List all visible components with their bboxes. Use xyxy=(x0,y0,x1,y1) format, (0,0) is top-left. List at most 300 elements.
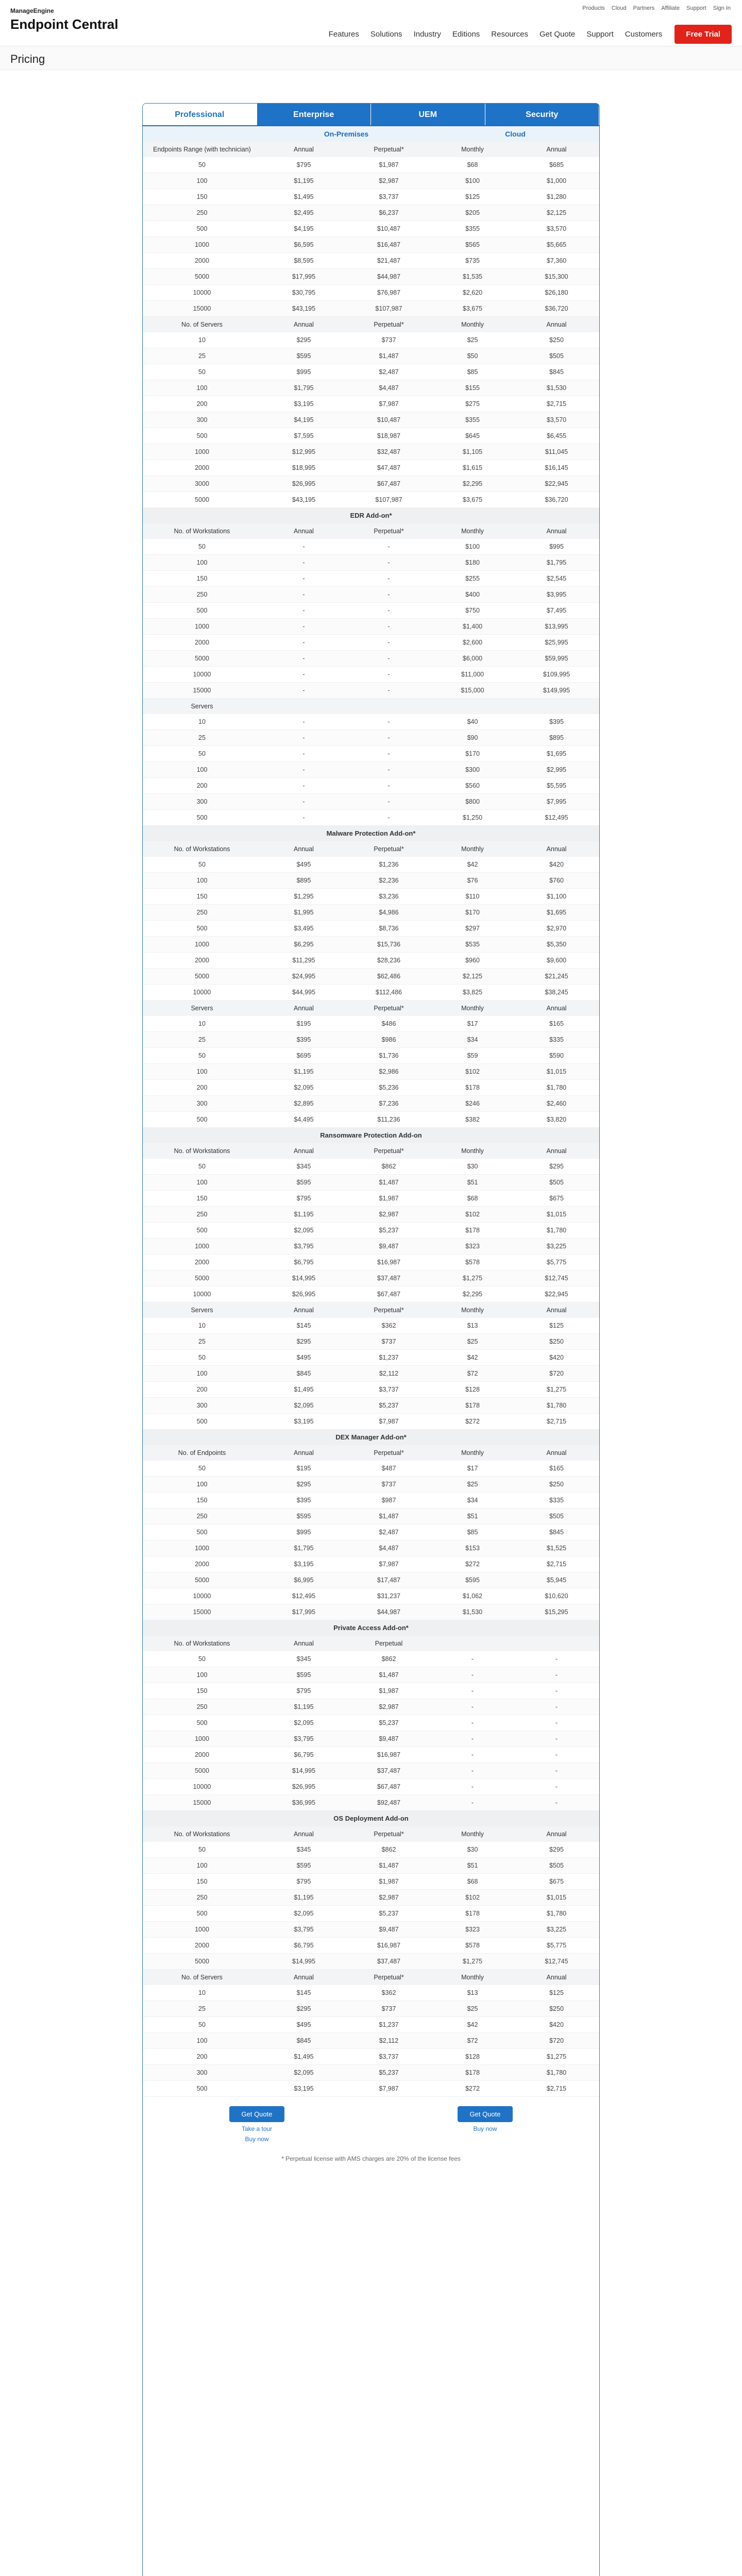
price-cell: 5000 xyxy=(195,973,209,980)
nav-editions[interactable]: Editions xyxy=(452,30,480,39)
price-cell: - xyxy=(302,814,305,821)
price-cell: - xyxy=(555,1751,558,1758)
price-cell: $30 xyxy=(467,1163,478,1170)
price-cell: $255 xyxy=(465,575,480,582)
product-logo[interactable]: Endpoint Central xyxy=(10,16,119,32)
get-quote-cloud-button[interactable]: Get Quote xyxy=(458,2106,513,2122)
column-header-cell xyxy=(261,699,346,714)
nav-features[interactable]: Features xyxy=(328,30,359,39)
price-cell: - xyxy=(471,1799,474,1806)
price-row xyxy=(143,683,599,699)
price-cell: $275 xyxy=(465,400,480,408)
price-cell: 1000 xyxy=(195,623,209,630)
price-cell: $102 xyxy=(465,1068,480,1075)
price-cell: $1,530 xyxy=(462,1608,483,1616)
section-column-header xyxy=(143,1636,599,1651)
brand-logo-top[interactable]: ManageEngine xyxy=(10,7,54,14)
price-cell: $250 xyxy=(549,336,564,344)
price-row xyxy=(143,603,599,619)
price-row xyxy=(143,396,599,412)
price-cell: $1,487 xyxy=(379,352,399,360)
price-row xyxy=(143,889,599,905)
column-header-cell: No. of Workstations xyxy=(174,1147,230,1155)
price-cell: $9,487 xyxy=(379,1735,399,1742)
price-cell: $3,195 xyxy=(294,1561,314,1568)
price-cell: $31,237 xyxy=(377,1592,401,1600)
column-header-cell xyxy=(431,1636,514,1651)
price-cell: 5000 xyxy=(195,1577,209,1584)
price-cell: 10 xyxy=(198,1322,206,1329)
column-header-cell xyxy=(514,1636,599,1651)
price-cell: 100 xyxy=(196,877,208,884)
price-cell: - xyxy=(387,687,390,694)
price-cell: $2,986 xyxy=(379,1068,399,1075)
price-cell: 150 xyxy=(196,1878,208,1885)
price-cell: $28,236 xyxy=(377,957,401,964)
price-cell: - xyxy=(387,591,390,598)
price-cell: 25 xyxy=(198,352,206,360)
price-cell: - xyxy=(302,623,305,630)
price-cell: $51 xyxy=(467,1862,478,1869)
price-cell: $420 xyxy=(549,1354,564,1361)
price-cell: $1,780 xyxy=(546,1084,567,1091)
toplink-cloud[interactable]: Cloud xyxy=(611,5,627,11)
perpetual-footnote: * Perpetual license with AMS charges are 20% of the license fees xyxy=(281,2155,461,2162)
column-header-cell: No. of Workstations xyxy=(174,528,230,535)
price-cell: $3,195 xyxy=(294,1418,314,1425)
price-cell: $1,195 xyxy=(294,177,314,184)
section-rows xyxy=(143,857,599,1001)
price-row xyxy=(143,937,599,953)
price-row xyxy=(143,237,599,253)
price-cell: $735 xyxy=(465,257,480,264)
price-cell: $862 xyxy=(381,1846,396,1853)
price-cell: $487 xyxy=(381,1465,396,1472)
tab-uem[interactable]: UEM xyxy=(371,104,485,125)
price-row xyxy=(143,1858,599,1874)
price-row xyxy=(143,1080,599,1096)
price-row xyxy=(143,1874,599,1890)
price-row xyxy=(143,1906,599,1922)
price-cell: $505 xyxy=(549,1179,564,1186)
cloud-cta xyxy=(408,2106,563,2143)
price-cell: 5000 xyxy=(195,273,209,280)
section-column-header xyxy=(143,1143,599,1159)
price-cell: 500 xyxy=(196,1116,208,1123)
price-cell: $26,995 xyxy=(292,480,316,487)
nav-resources[interactable]: Resources xyxy=(491,30,528,39)
price-cell: $685 xyxy=(549,161,564,168)
price-row xyxy=(143,253,599,269)
price-cell: $578 xyxy=(465,1942,480,1949)
price-cell: $24,995 xyxy=(292,973,316,980)
price-cell: 1000 xyxy=(195,941,209,948)
price-cell: $420 xyxy=(549,2021,564,2028)
price-cell: $100 xyxy=(465,543,480,550)
price-cell: $2,715 xyxy=(546,400,567,408)
price-cell: $7,236 xyxy=(379,1100,399,1107)
price-cell: - xyxy=(302,798,305,805)
price-cell: $2,236 xyxy=(379,877,399,884)
price-row xyxy=(143,1604,599,1620)
tab-professional[interactable]: Professional xyxy=(143,104,257,125)
price-cell: $110 xyxy=(465,893,480,900)
price-row xyxy=(143,157,599,173)
price-cell: $1,400 xyxy=(462,623,483,630)
price-cell: $3,225 xyxy=(546,1243,567,1250)
price-row xyxy=(143,1414,599,1430)
column-header-cell: Annual xyxy=(294,845,314,853)
price-cell: $2,112 xyxy=(379,1370,399,1377)
price-cell: $3,795 xyxy=(294,1735,314,1742)
price-cell: $5,237 xyxy=(379,1402,399,1409)
column-header-cell: Perpetual* xyxy=(374,1449,404,1456)
price-row xyxy=(143,269,599,285)
price-cell: $68 xyxy=(467,1878,478,1885)
price-row xyxy=(143,412,599,428)
price-cell: $395 xyxy=(296,1036,311,1043)
column-header-cell: Annual xyxy=(294,1307,314,1314)
price-cell: - xyxy=(555,1687,558,1694)
column-header-cell: Monthly xyxy=(461,845,484,853)
price-cell: $362 xyxy=(381,1322,396,1329)
price-cell: $2,112 xyxy=(379,2037,399,2044)
price-cell: $178 xyxy=(465,1402,480,1409)
price-cell: $100 xyxy=(465,177,480,184)
price-row xyxy=(143,1699,599,1715)
price-cell: $26,995 xyxy=(292,1291,316,1298)
section-column-header xyxy=(143,1970,599,1985)
price-cell: $720 xyxy=(549,2037,564,2044)
price-cell: $10,620 xyxy=(545,1592,568,1600)
price-cell: 500 xyxy=(196,1227,208,1234)
price-cell: $1,237 xyxy=(379,1354,399,1361)
pricing-sections xyxy=(143,142,599,2097)
price-cell: 100 xyxy=(196,1179,208,1186)
price-cell: $720 xyxy=(549,1370,564,1377)
price-cell: $9,487 xyxy=(379,1926,399,1933)
column-header-cell xyxy=(431,699,514,714)
price-cell: $178 xyxy=(465,1227,480,1234)
price-row xyxy=(143,1270,599,1286)
price-cell: $1,780 xyxy=(546,2069,567,2076)
price-row xyxy=(143,444,599,460)
column-header-cell xyxy=(514,699,599,714)
price-cell: - xyxy=(555,1703,558,1710)
price-cell: $5,237 xyxy=(379,1227,399,1234)
price-cell: $30,795 xyxy=(292,289,316,296)
price-cell: $42 xyxy=(467,1354,478,1361)
nav-customers[interactable]: Customers xyxy=(625,30,663,39)
column-header-cell: Annual xyxy=(546,1449,567,1456)
price-cell: $295 xyxy=(549,1163,564,1170)
section-rows xyxy=(143,1016,599,1128)
price-cell: $335 xyxy=(549,1497,564,1504)
price-cell: $125 xyxy=(549,1322,564,1329)
price-cell: $3,236 xyxy=(379,893,399,900)
section-title: EDR Add-on* xyxy=(143,508,599,523)
price-cell: $13,995 xyxy=(545,623,568,630)
column-header-cell: Annual xyxy=(294,1831,314,1838)
price-cell: $16,987 xyxy=(377,1751,401,1758)
price-cell: - xyxy=(302,718,305,725)
toplink-support[interactable]: Support xyxy=(686,5,706,11)
price-cell: 10000 xyxy=(193,1291,211,1298)
price-row xyxy=(143,1239,599,1255)
column-header-cell: Annual xyxy=(546,321,567,328)
price-cell: 250 xyxy=(196,909,208,916)
price-cell: $3,195 xyxy=(294,400,314,408)
price-cell: $2,970 xyxy=(546,925,567,932)
price-cell: 15000 xyxy=(193,687,211,694)
deployment-header xyxy=(143,126,599,142)
price-cell: $125 xyxy=(465,193,480,200)
price-cell: $107,987 xyxy=(375,496,402,503)
price-row xyxy=(143,1207,599,1223)
price-cell: $2,987 xyxy=(379,1703,399,1710)
price-cell: - xyxy=(387,718,390,725)
price-cell: 250 xyxy=(196,1211,208,1218)
price-cell: - xyxy=(387,798,390,805)
column-header-cell: No. of Endpoints xyxy=(178,1449,226,1456)
price-cell: $960 xyxy=(465,957,480,964)
price-cell: 2000 xyxy=(195,1751,209,1758)
section-rows xyxy=(143,1318,599,1430)
price-row xyxy=(143,667,599,683)
price-cell: $25 xyxy=(467,1481,478,1488)
price-cell: - xyxy=(302,671,305,678)
price-cell: $3,675 xyxy=(462,305,483,312)
price-cell: - xyxy=(302,655,305,662)
price-cell: 2000 xyxy=(195,957,209,964)
price-cell: $5,237 xyxy=(379,2069,399,2076)
price-row xyxy=(143,1715,599,1731)
price-cell: $1,695 xyxy=(546,909,567,916)
price-cell: - xyxy=(387,623,390,630)
price-cell: 150 xyxy=(196,575,208,582)
nav-get-quote[interactable]: Get Quote xyxy=(539,30,576,39)
get-quote-button[interactable]: Get Quote xyxy=(229,2106,285,2122)
price-cell: 500 xyxy=(196,925,208,932)
price-row xyxy=(143,2065,599,2081)
toplink-signin[interactable]: Sign In xyxy=(713,5,731,11)
price-cell: $1,495 xyxy=(294,193,314,200)
price-cell: 200 xyxy=(196,1084,208,1091)
price-cell: $737 xyxy=(381,1338,396,1345)
price-cell: 1000 xyxy=(195,448,209,455)
buy-now-cloud-link[interactable]: Buy now xyxy=(473,2125,497,2132)
price-row xyxy=(143,810,599,826)
price-cell: $170 xyxy=(465,909,480,916)
column-header-cell: Annual xyxy=(546,146,567,153)
column-header-cell: Monthly xyxy=(461,1005,484,1012)
column-header-cell: Annual xyxy=(294,1449,314,1456)
price-row xyxy=(143,1572,599,1588)
price-cell: $165 xyxy=(549,1465,564,1472)
price-cell: $12,995 xyxy=(292,448,316,455)
price-cell: $795 xyxy=(296,1195,311,1202)
tab-security[interactable]: Security xyxy=(485,104,600,125)
price-cell: $178 xyxy=(465,2069,480,2076)
price-cell: 100 xyxy=(196,1671,208,1679)
price-row xyxy=(143,1032,599,1048)
price-cell: $2,545 xyxy=(546,575,567,582)
price-row xyxy=(143,1286,599,1302)
price-cell: $1,987 xyxy=(379,1687,399,1694)
price-cell: $13 xyxy=(467,1989,478,1996)
price-cell: $178 xyxy=(465,1084,480,1091)
price-cell: $737 xyxy=(381,1481,396,1488)
price-row xyxy=(143,1398,599,1414)
price-row xyxy=(143,1159,599,1175)
section-rows xyxy=(143,332,599,508)
price-row xyxy=(143,380,599,396)
price-cell: $11,295 xyxy=(292,957,315,964)
price-cell: $272 xyxy=(465,2085,480,2092)
price-cell: $67,487 xyxy=(377,1291,401,1298)
price-cell: 15000 xyxy=(193,1799,211,1806)
price-cell: $128 xyxy=(465,1386,480,1393)
price-cell: 200 xyxy=(196,2053,208,2060)
price-cell: $1,275 xyxy=(546,2053,567,2060)
price-cell: 300 xyxy=(196,1100,208,1107)
price-cell: $90 xyxy=(467,734,478,741)
column-header-cell: Perpetual* xyxy=(374,1005,404,1012)
price-cell: $21,245 xyxy=(545,973,568,980)
buy-now-link[interactable]: Buy now xyxy=(245,2136,269,2143)
price-cell: 50 xyxy=(198,861,206,868)
price-cell: $1,495 xyxy=(294,2053,314,2060)
price-cell: 1000 xyxy=(195,1735,209,1742)
price-row xyxy=(143,301,599,317)
price-cell: - xyxy=(555,1671,558,1679)
price-cell: - xyxy=(555,1767,558,1774)
column-header-cell: Perpetual* xyxy=(374,845,404,853)
price-cell: $5,236 xyxy=(379,1084,399,1091)
price-cell: $1,195 xyxy=(294,1894,314,1901)
price-cell: $5,775 xyxy=(546,1942,567,1949)
price-cell: 100 xyxy=(196,177,208,184)
price-cell: $355 xyxy=(465,225,480,232)
price-cell: $895 xyxy=(296,877,311,884)
price-cell: $6,795 xyxy=(294,1942,314,1949)
price-cell: $17,995 xyxy=(292,273,316,280)
price-cell: $505 xyxy=(549,1513,564,1520)
nav-support[interactable]: Support xyxy=(586,30,614,39)
price-cell: $155 xyxy=(465,384,480,392)
column-header-cell: Annual xyxy=(546,1307,567,1314)
price-cell: $1,237 xyxy=(379,2021,399,2028)
free-trial-button[interactable]: Free Trial xyxy=(674,25,732,44)
price-cell: $272 xyxy=(465,1418,480,1425)
column-header-cell: Perpetual* xyxy=(374,321,404,328)
price-cell: $2,460 xyxy=(546,1100,567,1107)
price-cell: $12,745 xyxy=(545,1958,568,1965)
price-cell: $3,675 xyxy=(462,496,483,503)
price-cell: - xyxy=(471,1687,474,1694)
price-row xyxy=(143,1064,599,1080)
price-cell: $50 xyxy=(467,352,478,360)
price-cell: $26,995 xyxy=(292,1783,316,1790)
price-row xyxy=(143,555,599,571)
price-cell: 2000 xyxy=(195,257,209,264)
section-column-header xyxy=(143,1001,599,1016)
price-cell: $1,780 xyxy=(546,1402,567,1409)
nav-solutions[interactable]: Solutions xyxy=(370,30,402,39)
price-cell: $9,487 xyxy=(379,1243,399,1250)
price-cell: - xyxy=(471,1655,474,1663)
price-row xyxy=(143,1731,599,1747)
price-cell: $800 xyxy=(465,798,480,805)
price-cell: $862 xyxy=(381,1163,396,1170)
price-cell: $1,100 xyxy=(546,893,567,900)
price-cell: $295 xyxy=(549,1846,564,1853)
price-row xyxy=(143,1509,599,1524)
price-cell: $11,045 xyxy=(545,448,568,455)
price-cell: $12,495 xyxy=(292,1592,316,1600)
price-cell: $37,487 xyxy=(377,1767,401,1774)
toplink-partners[interactable]: Partners xyxy=(633,5,655,11)
price-cell: $10,487 xyxy=(377,416,401,423)
price-cell: $12,495 xyxy=(545,814,568,821)
price-cell: $1,795 xyxy=(294,1545,314,1552)
price-cell: $3,995 xyxy=(546,591,567,598)
price-cell: $323 xyxy=(465,1243,480,1250)
nav-industry[interactable]: Industry xyxy=(413,30,441,39)
price-row xyxy=(143,1651,599,1667)
price-cell: $102 xyxy=(465,1894,480,1901)
price-cell: $6,000 xyxy=(462,655,483,662)
price-cell: - xyxy=(555,1735,558,1742)
price-cell: 10 xyxy=(198,718,206,725)
price-cell: $128 xyxy=(465,2053,480,2060)
price-cell: $11,000 xyxy=(461,671,484,678)
price-cell: $178 xyxy=(465,1910,480,1917)
section-rows xyxy=(143,157,599,317)
price-cell: $4,195 xyxy=(294,416,314,423)
price-cell: $67,487 xyxy=(377,1783,401,1790)
price-cell: $153 xyxy=(465,1545,480,1552)
price-cell: $1,736 xyxy=(379,1052,399,1059)
price-cell: $205 xyxy=(465,209,480,216)
price-cell: 10000 xyxy=(193,289,211,296)
price-cell: $2,487 xyxy=(379,368,399,376)
toplink-affiliate[interactable]: Affiliate xyxy=(661,5,680,11)
price-cell: $1,780 xyxy=(546,1910,567,1917)
price-cell: 2000 xyxy=(195,1942,209,1949)
column-header-cell: Annual xyxy=(546,1831,567,1838)
price-row xyxy=(143,1922,599,1938)
take-tour-link[interactable]: Take a tour xyxy=(241,2125,273,2132)
price-cell: - xyxy=(302,687,305,694)
price-cell: 100 xyxy=(196,559,208,566)
tab-enterprise[interactable]: Enterprise xyxy=(257,104,372,125)
price-cell: 500 xyxy=(196,1529,208,1536)
price-row xyxy=(143,189,599,205)
price-cell: - xyxy=(387,655,390,662)
price-cell: 50 xyxy=(198,368,206,376)
price-cell: $2,095 xyxy=(294,1910,314,1917)
price-cell: $1,795 xyxy=(546,559,567,566)
toplink-products[interactable]: Products xyxy=(582,5,605,11)
price-cell: $3,195 xyxy=(294,2085,314,2092)
price-cell: 100 xyxy=(196,1481,208,1488)
price-row xyxy=(143,635,599,651)
price-cell: $295 xyxy=(296,336,311,344)
price-cell: $11,236 xyxy=(377,1116,400,1123)
price-row xyxy=(143,873,599,889)
price-cell: $495 xyxy=(296,1354,311,1361)
